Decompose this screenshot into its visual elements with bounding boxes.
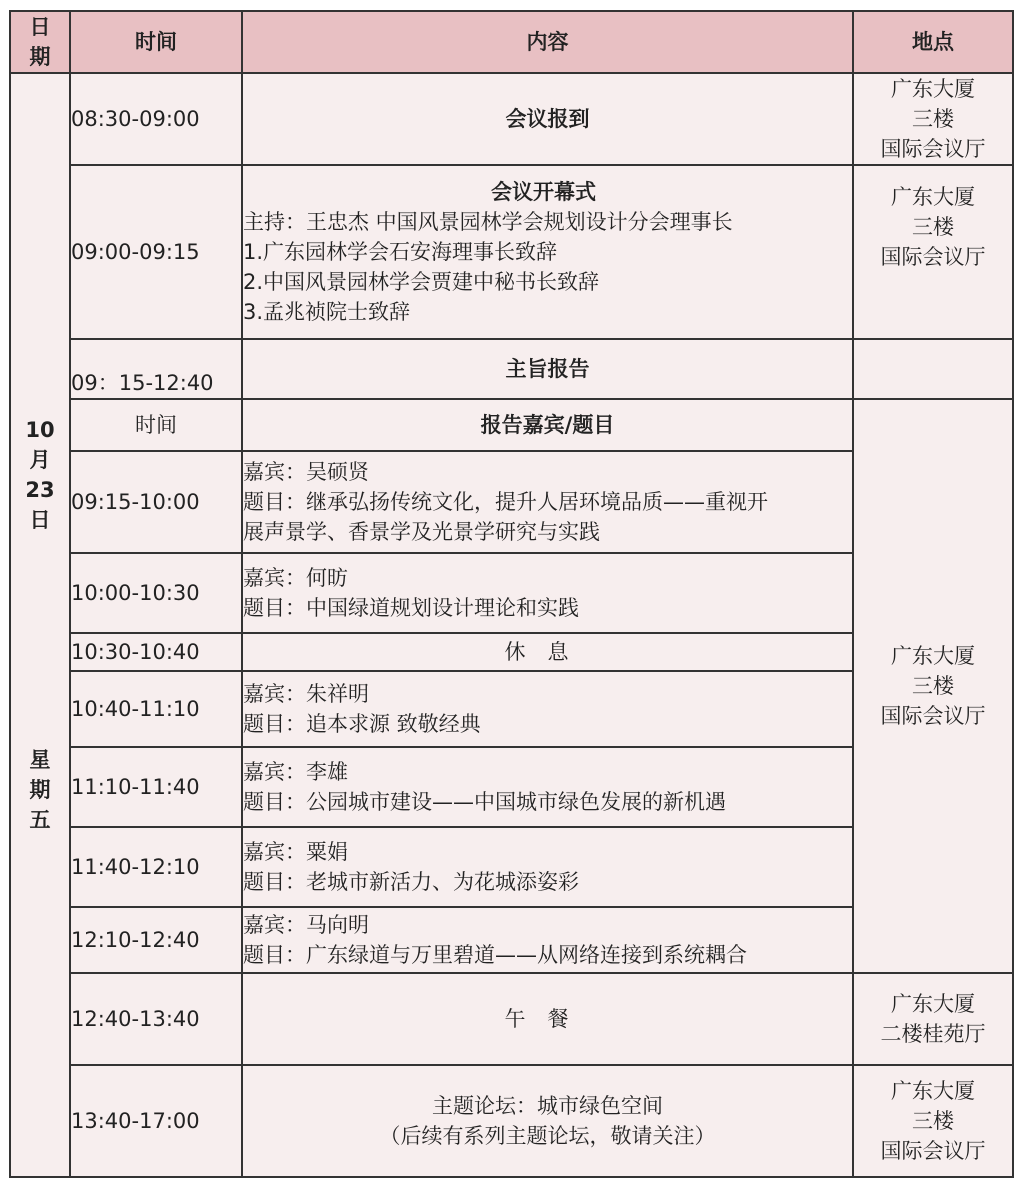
time-cell: 12:40-13:40 xyxy=(70,973,242,1065)
header-date: 日 期 xyxy=(10,11,70,73)
time-cell: 10:00-10:30 xyxy=(70,553,242,633)
venue-cell: 广东大厦 三楼 国际会议厅 xyxy=(853,165,1013,339)
row-forum xyxy=(10,1065,1013,1177)
time-cell: 09:00-09:15 xyxy=(70,165,242,339)
row-opening xyxy=(10,165,1013,339)
content-cell: 报告嘉宾/题目 xyxy=(242,399,853,451)
time-cell: 时间 xyxy=(70,399,242,451)
content-cell: 休息 xyxy=(242,633,853,671)
header-row xyxy=(10,11,1013,73)
time-cell: 11:40-12:10 xyxy=(70,827,242,907)
row-lunch xyxy=(10,973,1013,1065)
row-keynote xyxy=(10,339,1013,399)
venue-cell: 广东大厦 三楼 国际会议厅 xyxy=(853,73,1013,165)
time-cell: 09:15-10:00 xyxy=(70,451,242,553)
content-cell: 午餐 xyxy=(242,973,853,1065)
content-cell: 会议开幕式 主持：王忠杰 中国风景园林学会规划设计分会理事长 1.广东园林学会石安海理事长致辞 2.中国风景园林学会贾建中秘书长致辞 3.孟兆祯院士致辞 xyxy=(242,165,853,339)
content-cell: 嘉宾：吴硕贤 题目：继承弘扬传统文化，提升人居环境品质——重视开 展声景学、香景学及光景学研究与实践 xyxy=(242,451,853,553)
time-cell: 11:10-11:40 xyxy=(70,747,242,827)
date-cell: 10 月 23 日 星 期 五 xyxy=(10,73,70,1177)
content-cell: 嘉宾：粟娟 题目：老城市新活力、为花城添姿彩 xyxy=(242,827,853,907)
header-venue: 地点 xyxy=(853,11,1013,73)
schedule-table xyxy=(9,10,1014,1178)
weekday: 星 期 五 xyxy=(29,748,51,832)
venue-cell-merged: 广东大厦 三楼 国际会议厅 xyxy=(853,399,1013,973)
content-cell: 嘉宾：何昉 题目：中国绿道规划设计理论和实践 xyxy=(242,553,853,633)
content-cell: 主题论坛：城市绿色空间 （后续有系列主题论坛，敬请关注） xyxy=(242,1065,853,1177)
time-cell: 10:30-10:40 xyxy=(70,633,242,671)
content-cell: 嘉宾：李雄 题目：公园城市建设——中国城市绿色发展的新机遇 xyxy=(242,747,853,827)
venue-cell: 广东大厦 三楼 国际会议厅 xyxy=(853,1065,1013,1177)
time-cell: 10:40-11:10 xyxy=(70,671,242,747)
content-cell: 嘉宾：朱祥明 题目：追本求源 致敬经典 xyxy=(242,671,853,747)
header-content: 内容 xyxy=(242,11,853,73)
content-cell: 主旨报告 xyxy=(242,339,853,399)
content-cell: 会议报到 xyxy=(242,73,853,165)
row-checkin xyxy=(10,73,1013,165)
time-cell: 12:10-12:40 xyxy=(70,907,242,973)
time-cell: 09：15-12:40 xyxy=(70,339,242,399)
header-time: 时间 xyxy=(70,11,242,73)
content-cell: 嘉宾：马向明 题目：广东绿道与万里碧道——从网络连接到系统耦合 xyxy=(242,907,853,973)
venue-cell-empty xyxy=(853,339,1013,399)
time-cell: 13:40-17:00 xyxy=(70,1065,242,1177)
venue-cell: 广东大厦 二楼桂苑厅 xyxy=(853,973,1013,1065)
time-cell: 08:30-09:00 xyxy=(70,73,242,165)
row-subheader xyxy=(10,399,1013,451)
